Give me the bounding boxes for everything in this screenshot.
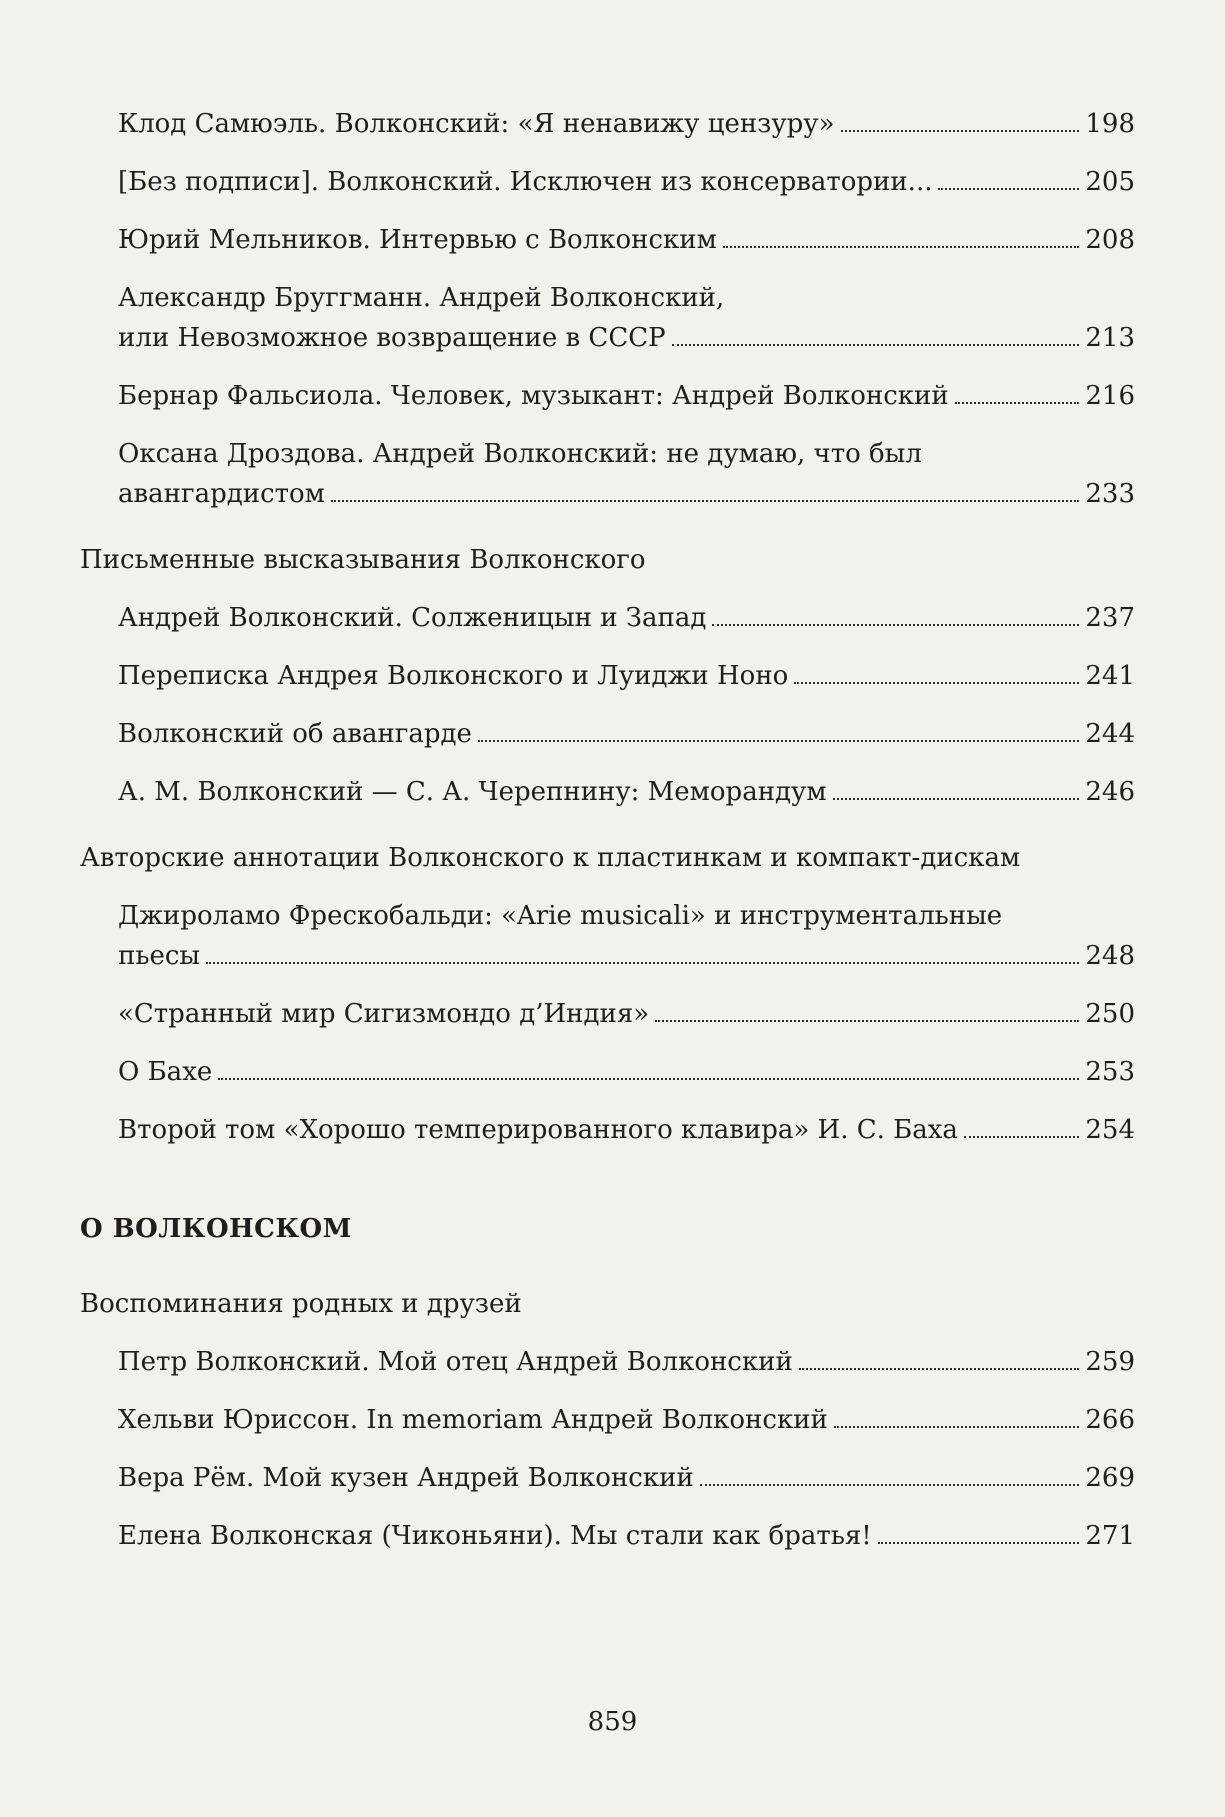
toc-entry-page: 237 bbox=[1085, 603, 1135, 633]
dot-leader bbox=[700, 1484, 1080, 1486]
toc-entry bbox=[118, 656, 1135, 696]
toc-entry-line bbox=[118, 994, 1135, 1034]
toc-entry-title: пьесы bbox=[118, 941, 201, 971]
toc-entry-title: Вера Рём. Мой кузен Андрей Волконский bbox=[118, 1463, 694, 1493]
toc-section-heading: Воспоминания родных и друзей bbox=[80, 1289, 522, 1319]
toc-entry-page: 213 bbox=[1085, 323, 1135, 353]
toc-entry bbox=[118, 220, 1135, 260]
toc-entry-title-line: Оксана Дроздова. Андрей Волконский: не думаю, что был bbox=[118, 439, 922, 469]
toc-entry-page: 250 bbox=[1085, 999, 1135, 1029]
toc-entry bbox=[118, 1458, 1135, 1498]
dot-leader bbox=[478, 740, 1079, 742]
toc-entry-line bbox=[118, 474, 1135, 514]
toc-entry-page: 253 bbox=[1085, 1057, 1135, 1087]
toc-entry bbox=[118, 1342, 1135, 1382]
toc-entry-page: 208 bbox=[1085, 225, 1135, 255]
dot-leader bbox=[833, 798, 1080, 800]
toc-entry-page: 269 bbox=[1085, 1463, 1135, 1493]
toc-entry-line bbox=[118, 936, 1135, 976]
toc-entry-title-line: Джироламо Фрескобальди: «Arie musicali» и инструментальные bbox=[118, 901, 1003, 931]
toc-entry-title: Петр Волконский. Мой отец Андрей Волконский bbox=[118, 1347, 793, 1377]
toc-entry-title: Волконский об авангарде bbox=[118, 719, 472, 749]
toc-section-heading: Письменные высказывания Волконского bbox=[80, 545, 646, 575]
toc-entry-page: 241 bbox=[1085, 661, 1135, 691]
toc-entry-title: А. М. Волконский — С. А. Черепнину: Меморандум bbox=[118, 777, 827, 807]
dot-leader bbox=[799, 1368, 1080, 1370]
toc-entry-line bbox=[118, 656, 1135, 696]
toc-entry-title: Клод Самюэль. Волконский: «Я ненавижу цензуру» bbox=[118, 109, 835, 139]
dot-leader bbox=[655, 1020, 1079, 1022]
toc-entry-line bbox=[118, 714, 1135, 754]
dot-leader bbox=[878, 1542, 1080, 1544]
toc-entry-page: 259 bbox=[1085, 1347, 1135, 1377]
toc-entry bbox=[118, 1400, 1135, 1440]
toc-entry-page: 254 bbox=[1085, 1115, 1135, 1145]
toc-entry-line bbox=[118, 772, 1135, 812]
toc-section-heading: Авторские аннотации Волконского к пластинкам и компакт-дискам bbox=[80, 843, 1021, 873]
toc-entry bbox=[118, 434, 1135, 514]
toc-entry-line bbox=[118, 1400, 1135, 1440]
toc-entry bbox=[118, 104, 1135, 144]
toc-entry-line bbox=[118, 1110, 1135, 1150]
dot-leader bbox=[964, 1136, 1079, 1138]
toc-entry-title: Бернар Фальсиола. Человек, музыкант: Андрей Волконский bbox=[118, 381, 949, 411]
page-number: 859 bbox=[587, 1707, 638, 1737]
toc-entry-line bbox=[118, 376, 1135, 416]
toc-entry-line bbox=[118, 1458, 1135, 1498]
toc-entry-line bbox=[118, 1516, 1135, 1556]
dot-leader bbox=[955, 402, 1080, 404]
toc-entry-title: Второй том «Хорошо темперированного клавира» И. С. Баха bbox=[118, 1115, 958, 1145]
toc-entry bbox=[118, 162, 1135, 202]
toc-entry-line bbox=[118, 598, 1135, 638]
toc-entry bbox=[118, 1052, 1135, 1092]
toc-entry-page: 246 bbox=[1085, 777, 1135, 807]
toc-entry-page: 271 bbox=[1085, 1521, 1135, 1551]
toc-entry-page: 248 bbox=[1085, 941, 1135, 971]
dot-leader bbox=[712, 624, 1079, 626]
dot-leader bbox=[841, 130, 1080, 132]
toc-entry-page: 233 bbox=[1085, 479, 1135, 509]
toc-entry-title: Елена Волконская (Чиконьяни). Мы стали как братья! bbox=[118, 1521, 872, 1551]
toc-entry-line bbox=[118, 162, 1135, 202]
toc-entry-page: 205 bbox=[1085, 167, 1135, 197]
toc-entry-page: 198 bbox=[1085, 109, 1135, 139]
dot-leader bbox=[206, 962, 1079, 964]
toc-entry bbox=[118, 278, 1135, 358]
dot-leader bbox=[794, 682, 1079, 684]
toc-entry bbox=[118, 896, 1135, 976]
dot-leader bbox=[723, 246, 1080, 248]
toc-entry bbox=[118, 1110, 1135, 1150]
dot-leader bbox=[218, 1078, 1079, 1080]
toc-entry bbox=[118, 598, 1135, 638]
toc-entry-line bbox=[118, 1052, 1135, 1092]
toc-entry-title: или Невозможное возвращение в СССР bbox=[118, 323, 666, 353]
toc-entry-page: 266 bbox=[1085, 1405, 1135, 1435]
toc-entry-title: Хельви Юриссон. In memoriam Андрей Волконский bbox=[118, 1405, 828, 1435]
toc-entry-title: Переписка Андрея Волконского и Луиджи Ноно bbox=[118, 661, 789, 691]
table-of-contents bbox=[80, 104, 1135, 1574]
dot-leader bbox=[331, 500, 1079, 502]
toc-entry-line bbox=[118, 318, 1135, 358]
toc-entry-line bbox=[118, 104, 1135, 144]
toc-entry bbox=[118, 994, 1135, 1034]
toc-entry-title: Андрей Волконский. Солженицын и Запад bbox=[118, 603, 707, 633]
toc-entry-title-line: Александр Бруггманн. Андрей Волконский, bbox=[118, 283, 725, 313]
toc-entry-line bbox=[118, 1342, 1135, 1382]
toc-entry-page: 216 bbox=[1085, 381, 1135, 411]
toc-part-heading: О ВОЛКОНСКОМ bbox=[80, 1214, 352, 1244]
toc-entry-title: «Странный мир Сигизмондо д’Индия» bbox=[118, 999, 650, 1029]
toc-entry-line bbox=[118, 220, 1135, 260]
dot-leader bbox=[672, 344, 1080, 346]
toc-entry bbox=[118, 376, 1135, 416]
dot-leader bbox=[834, 1426, 1080, 1428]
toc-entry-title: О Бахе bbox=[118, 1057, 213, 1087]
toc-entry-title: [Без подписи]. Волконский. Исключен из консерватории... bbox=[118, 167, 933, 197]
toc-entry bbox=[118, 772, 1135, 812]
toc-entry-page: 244 bbox=[1085, 719, 1135, 749]
toc-entry bbox=[118, 714, 1135, 754]
toc-entry-title: авангардистом bbox=[118, 479, 325, 509]
toc-entry-title: Юрий Мельников. Интервью с Волконским bbox=[118, 225, 717, 255]
dot-leader bbox=[938, 188, 1079, 190]
toc-entry bbox=[118, 1516, 1135, 1556]
